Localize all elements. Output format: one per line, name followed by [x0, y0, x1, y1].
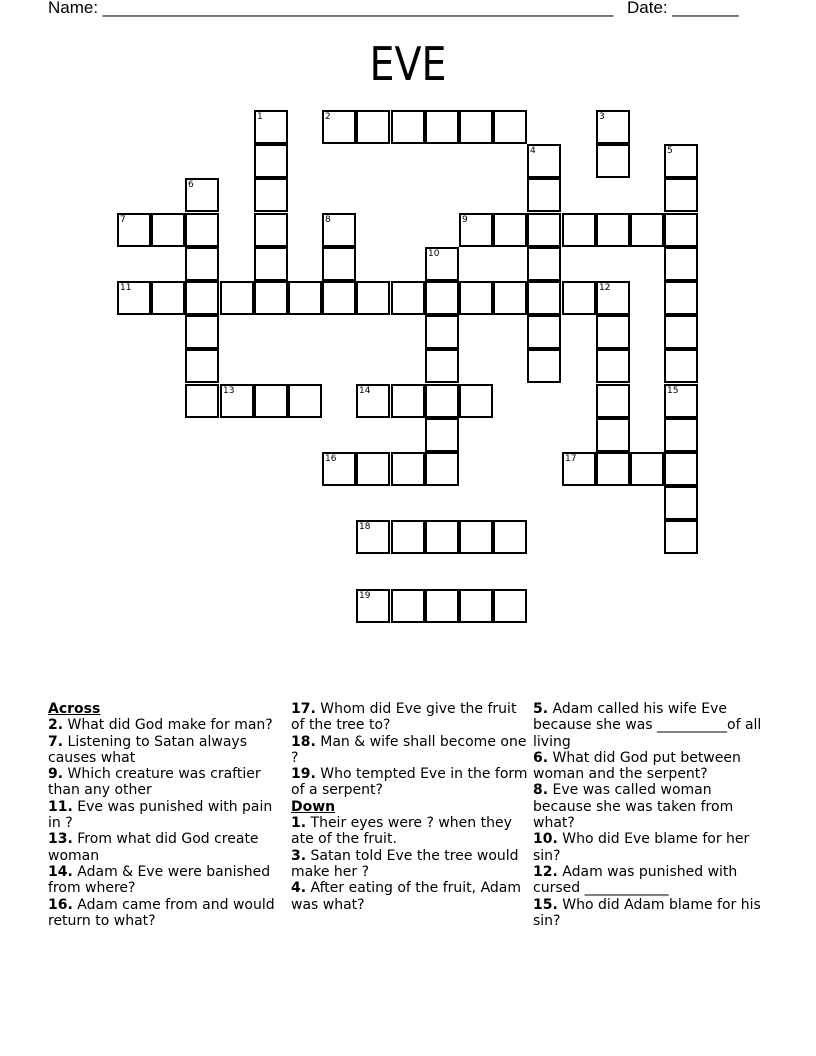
across-clue: 19. Who tempted Eve in the form of a serpent? [291, 766, 528, 799]
crossword-cell[interactable] [527, 178, 561, 212]
crossword-cell[interactable] [493, 281, 527, 315]
crossword-cell[interactable] [356, 520, 390, 554]
crossword-cell[interactable] [391, 589, 425, 623]
crossword-cell[interactable] [254, 281, 288, 315]
down-clue: 4. After eating of the fruit, Adam was what? [291, 880, 522, 913]
crossword-cell[interactable] [185, 281, 219, 315]
crossword-cell[interactable] [185, 213, 219, 247]
crossword-cell[interactable] [664, 349, 698, 383]
crossword-cell[interactable] [356, 589, 390, 623]
across-clue: 17. Whom did Eve give the fruit of the tree to? [291, 701, 517, 734]
crossword-cell[interactable] [151, 281, 185, 315]
crossword-cell[interactable] [596, 418, 630, 452]
clue-number: 5 [667, 146, 673, 156]
down-clue: 6. What did God put between woman and the serpent? [533, 749, 741, 783]
crossword-cell[interactable] [254, 213, 288, 247]
clue-number: 16 [325, 454, 337, 464]
crossword-cell[interactable] [596, 315, 630, 349]
down-clue: 10. Who did Eve blame for her sin? [533, 831, 750, 864]
crossword-cell[interactable] [664, 315, 698, 349]
crossword-cell[interactable] [527, 349, 561, 383]
crossword-cell[interactable] [254, 178, 288, 212]
down-clue: 1. Their eyes were ? when they ate of the fruit. [291, 815, 512, 848]
across-clue: 7. Listening to Satan always causes what [48, 733, 248, 766]
crossword-cell[interactable] [459, 520, 493, 554]
clue-number: 7 [120, 215, 126, 225]
across-clue: 2. What did God make for man? [48, 717, 273, 734]
crossword-cell[interactable] [664, 384, 698, 418]
crossword-cell[interactable] [459, 110, 493, 144]
crossword-cell[interactable] [391, 281, 425, 315]
across-clue: 18. Man & wife shall become one ? [291, 733, 527, 766]
crossword-cell[interactable] [288, 281, 322, 315]
crossword-cell[interactable] [425, 247, 459, 281]
crossword-cell[interactable] [254, 247, 288, 281]
crossword-cell[interactable] [664, 486, 698, 520]
crossword-cell[interactable] [356, 384, 390, 418]
clue-number: 9 [462, 215, 468, 225]
name-field[interactable]: Name: ______________________________________________________ [48, 0, 614, 17]
crossword-cell[interactable] [527, 247, 561, 281]
down-clue: 3. Satan told Eve the tree would make her ? [291, 847, 519, 880]
clue-number: 4 [530, 146, 536, 156]
across-clue: 11. Eve was punished with pain in ? [48, 798, 273, 832]
crossword-cell[interactable] [356, 452, 390, 486]
crossword-cell[interactable] [185, 247, 219, 281]
clue-number: 15 [667, 386, 679, 396]
clue-number: 11 [120, 283, 132, 293]
across-heading: Across [48, 701, 101, 717]
clue-number: 6 [188, 180, 194, 190]
crossword-cell[interactable] [493, 213, 527, 247]
crossword-cell[interactable] [151, 213, 185, 247]
crossword-cell[interactable] [322, 452, 356, 486]
across-clue: 16. Adam came from and would return to what? [48, 896, 275, 929]
date-field[interactable]: Date: _______ [627, 0, 739, 17]
crossword-cell[interactable] [562, 213, 596, 247]
across-clue: 14. Adam & Eve were banished from where? [48, 863, 271, 897]
crossword-cell[interactable] [459, 589, 493, 623]
crossword-cell[interactable] [185, 349, 219, 383]
crossword-cell[interactable] [527, 144, 561, 178]
clues-column-1 [48, 701, 286, 929]
crossword-cell[interactable] [117, 281, 151, 315]
puzzle-title: EVE [369, 37, 447, 91]
crossword-cell[interactable] [322, 281, 356, 315]
clues-column-2 [291, 701, 529, 913]
crossword-cell[interactable] [664, 247, 698, 281]
across-clue: 9. Which creature was craftier than any other [48, 766, 261, 799]
crossword-cell[interactable] [288, 384, 322, 418]
crossword-cell[interactable] [664, 418, 698, 452]
crossword-cell[interactable] [425, 589, 459, 623]
crossword-cell[interactable] [391, 520, 425, 554]
crossword-cell[interactable] [391, 110, 425, 144]
down-clue: 15. Who did Adam blame for his sin? [533, 896, 761, 929]
crossword-cell[interactable] [322, 213, 356, 247]
crossword-cell[interactable] [664, 213, 698, 247]
crossword-cell[interactable] [425, 281, 459, 315]
crossword-cell[interactable] [664, 178, 698, 212]
crossword-cell[interactable] [425, 384, 459, 418]
down-clue: 8. Eve was called woman because she was taken from what? [533, 782, 734, 832]
crossword-cell[interactable] [664, 281, 698, 315]
clues-column-3 [533, 701, 771, 929]
clue-number: 10 [428, 249, 440, 259]
crossword-cell[interactable] [630, 452, 664, 486]
clue-number: 8 [325, 215, 331, 225]
clue-number: 14 [359, 386, 371, 396]
crossword-cell[interactable] [596, 281, 630, 315]
crossword-cell[interactable] [664, 144, 698, 178]
crossword-cell[interactable] [459, 281, 493, 315]
down-clue: 12. Adam was punished with cursed ____________ [533, 863, 738, 897]
crossword-cell[interactable] [254, 384, 288, 418]
crossword-cell[interactable] [185, 178, 219, 212]
crossword-cell[interactable] [254, 110, 288, 144]
crossword-cell[interactable] [493, 110, 527, 144]
crossword-cell[interactable] [356, 110, 390, 144]
crossword-cell[interactable] [322, 247, 356, 281]
crossword-cell[interactable] [562, 281, 596, 315]
crossword-cell[interactable] [391, 384, 425, 418]
clue-number: 3 [599, 112, 605, 122]
crossword-cell[interactable] [596, 144, 630, 178]
crossword-cell[interactable] [527, 315, 561, 349]
crossword-cell[interactable] [220, 281, 254, 315]
crossword-cell[interactable] [117, 213, 151, 247]
crossword-cell[interactable] [356, 281, 390, 315]
crossword-cell[interactable] [527, 281, 561, 315]
clue-number: 2 [325, 112, 331, 122]
crossword-cell[interactable] [596, 110, 630, 144]
crossword-cell[interactable] [596, 452, 630, 486]
crossword-cell[interactable] [630, 213, 664, 247]
crossword-cell[interactable] [596, 384, 630, 418]
down-clue: 5. Adam called his wife Eve because she was __________of all living [533, 701, 762, 750]
clue-number: 17 [565, 454, 577, 464]
crossword-cell[interactable] [459, 213, 493, 247]
crossword-cell[interactable] [425, 110, 459, 144]
clue-number: 13 [223, 386, 235, 396]
crossword-cell[interactable] [425, 418, 459, 452]
down-heading: Down [291, 798, 336, 815]
crossword-cell[interactable] [254, 144, 288, 178]
crossword-cell[interactable] [322, 110, 356, 144]
crossword-cell[interactable] [185, 384, 219, 418]
across-clue: 13. From what did God create woman [48, 831, 259, 864]
crossword-cell[interactable] [459, 384, 493, 418]
crossword-cell[interactable] [664, 452, 698, 486]
crossword-cell[interactable] [391, 452, 425, 486]
crossword-cell[interactable] [664, 520, 698, 554]
clue-number: 1 [257, 112, 263, 122]
crossword-cell[interactable] [425, 349, 459, 383]
crossword-cell[interactable] [185, 315, 219, 349]
crossword-cell[interactable] [596, 213, 630, 247]
clue-number: 18 [359, 522, 371, 532]
crossword-cell[interactable] [596, 349, 630, 383]
crossword-cell[interactable] [425, 315, 459, 349]
crossword-cell[interactable] [493, 520, 527, 554]
crossword-cell[interactable] [493, 589, 527, 623]
clue-number: 19 [359, 591, 371, 601]
crossword-cell[interactable] [220, 384, 254, 418]
clue-number: 12 [599, 283, 611, 293]
crossword-cell[interactable] [425, 452, 459, 486]
crossword-cell[interactable] [527, 213, 561, 247]
crossword-cell[interactable] [425, 520, 459, 554]
crossword-cell[interactable] [562, 452, 596, 486]
